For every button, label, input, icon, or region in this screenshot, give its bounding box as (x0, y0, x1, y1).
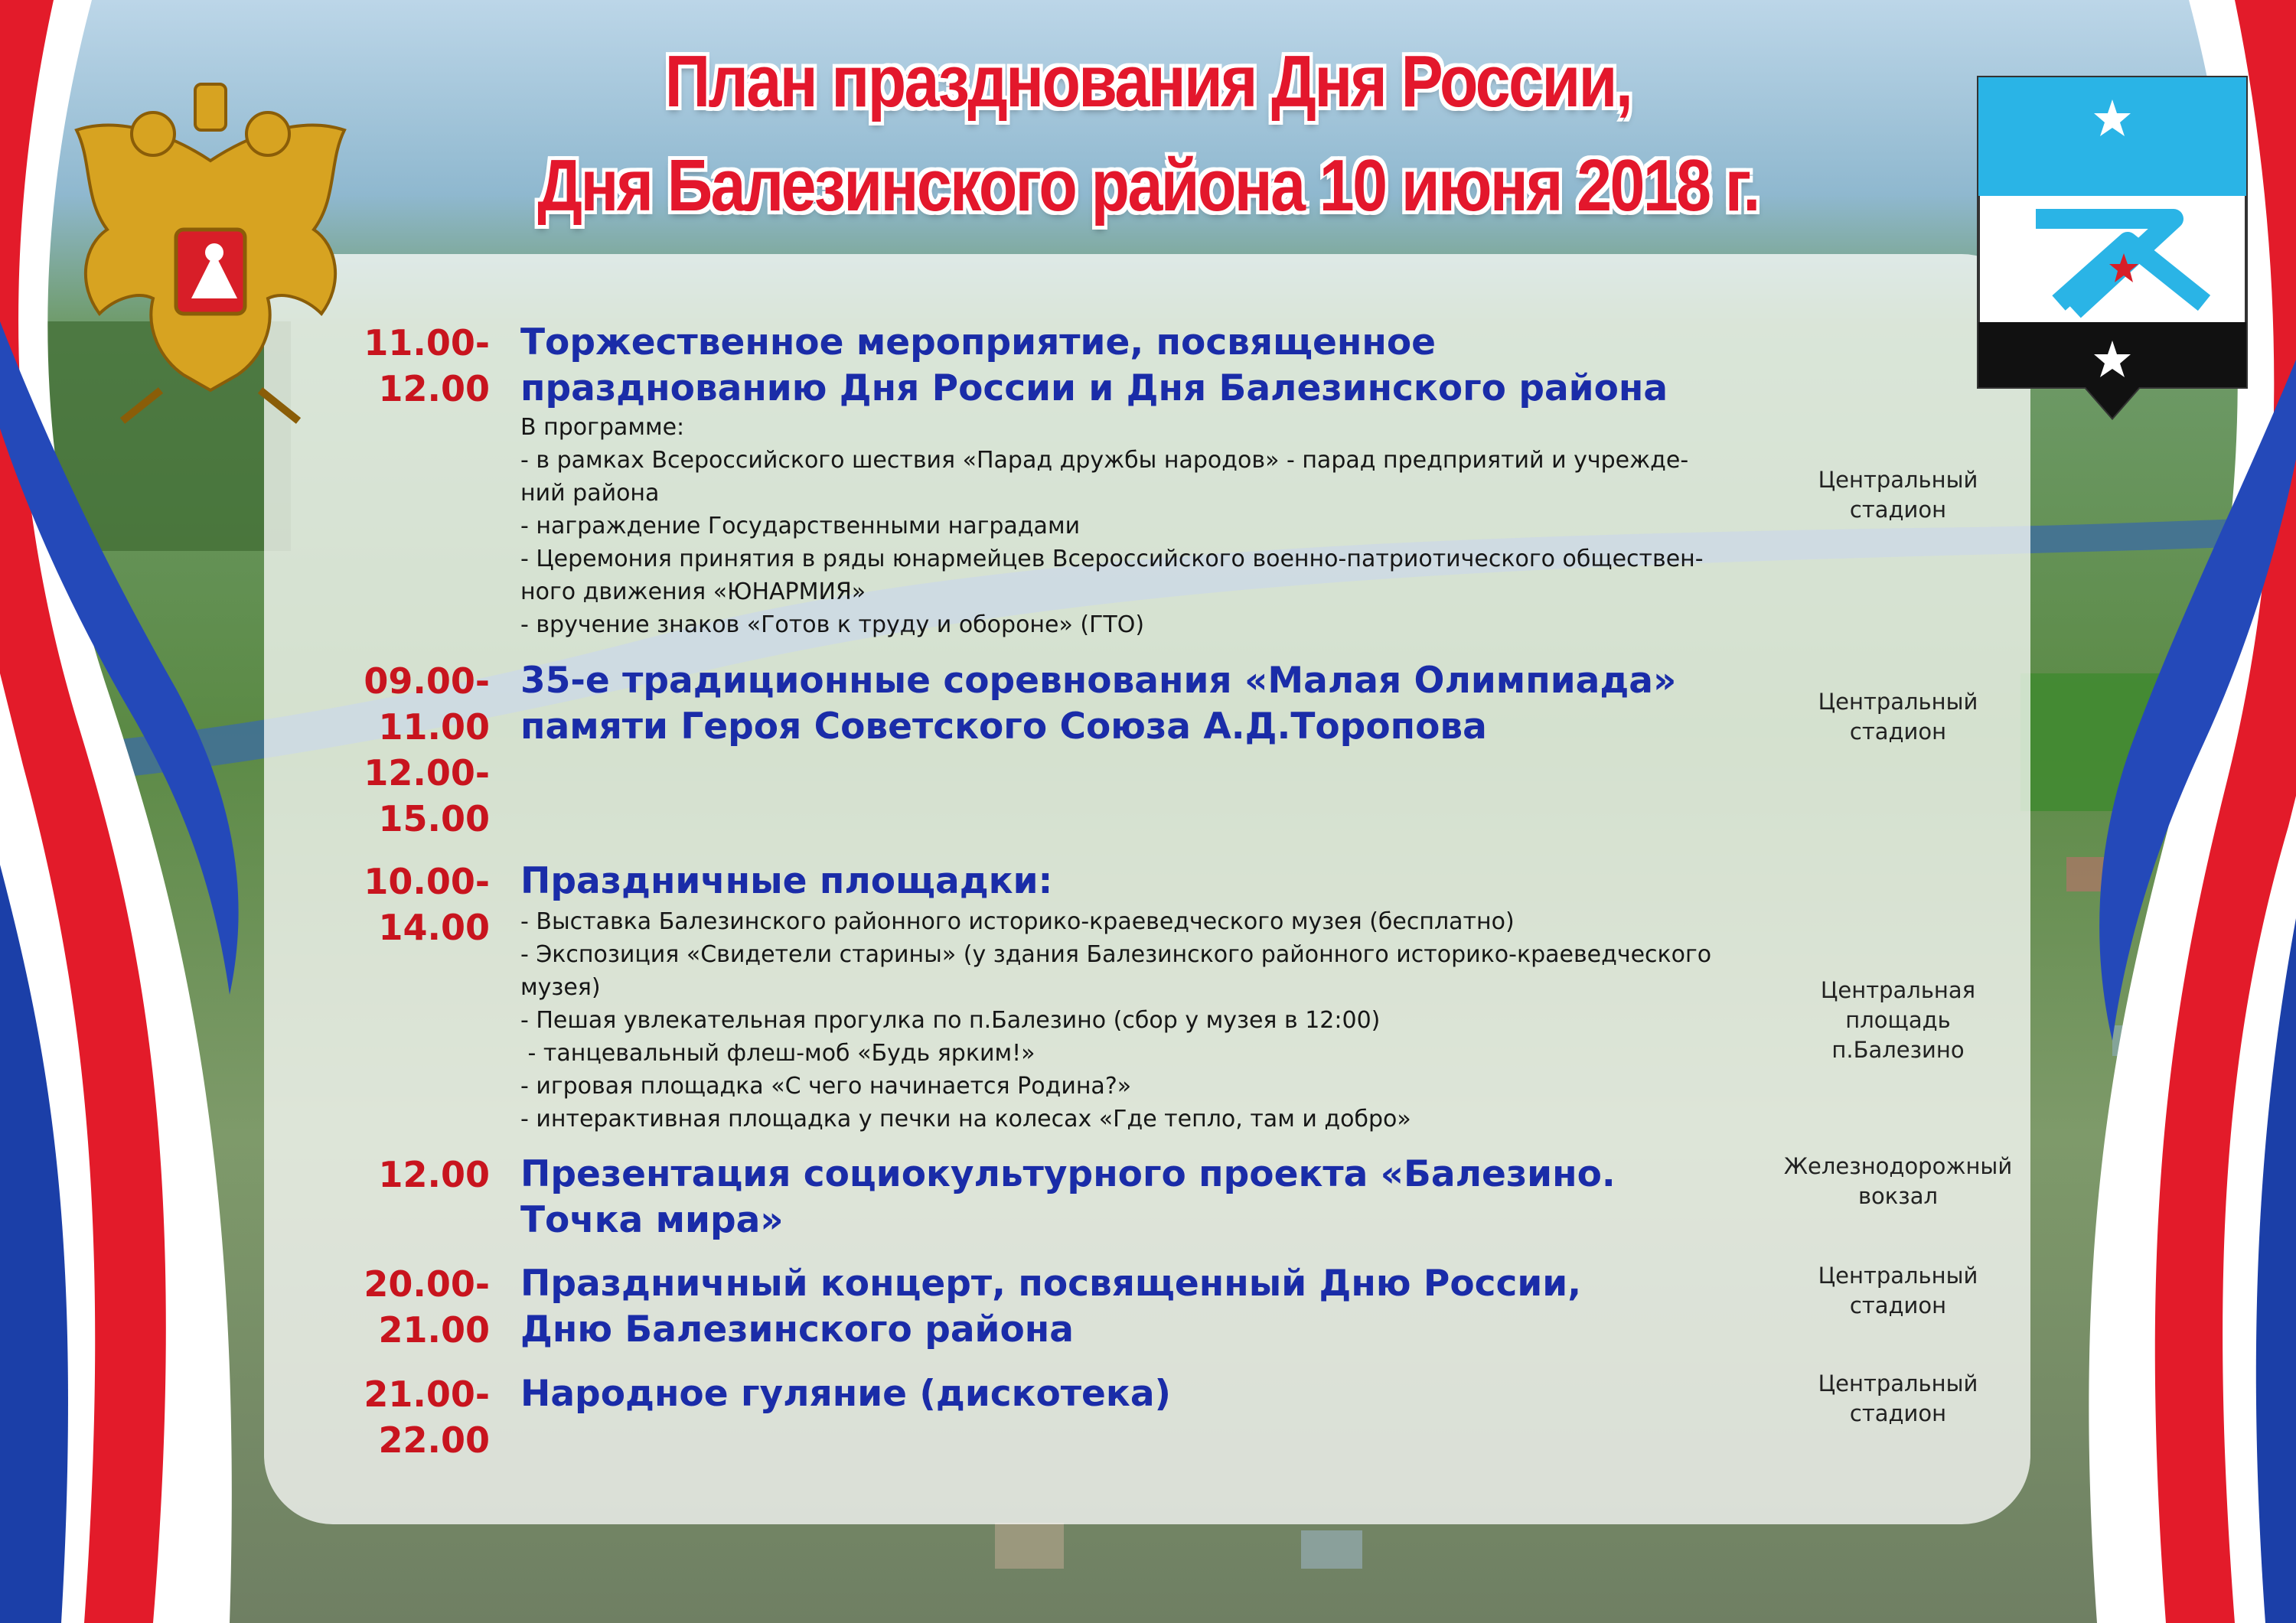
page-title-line2: Дня Балезинского района 10 июня 2018 г. (537, 145, 1759, 227)
event-1-title: Торжественное мероприятие, посвященное празднованию Дня России и Дня Балезинского района (520, 321, 1668, 409)
event-6-time: 21.00- 22.00 (364, 1374, 490, 1461)
event-1-time: 11.00- 12.00 (364, 322, 490, 409)
event-6-title: Народное гуляние (дискотека) (520, 1373, 1172, 1415)
event-2-title: 35-е традиционные соревнования «Малая Олимпиада» памяти Героя Советского Союза А.Д.Торопова (520, 660, 1677, 748)
event-3-time: 10.00- 14.00 (364, 861, 490, 948)
page-title-line1: План празднования Дня России, (664, 41, 1632, 122)
event-4-title: Презентация социокультурного проекта «Балезино. Точка мира» (520, 1153, 1616, 1241)
event-3-details: - Выставка Балезинского районного историко-краеведческого музея (бесплатно) - Экспозиция «Свидетели старины» (у здания Балезинского районного историко-краеведческого музея) - Пешая увлекательная прогулка по п.Балезино (сбор у музея в 12:00) - танцевальный флеш-моб «Будь ярким!» - игровая площадка «С чего начинается Родина?» - интерактивная площадка у печки на колесах «Где тепло, там и добро» (520, 908, 1712, 1133)
event-3-title: Праздничные площадки: (520, 860, 1053, 902)
event-4-place: Железнодорожный вокзал (1783, 1153, 2013, 1209)
event-1-place: Центральный стадион (1818, 467, 1978, 523)
event-5-title: Праздничный концерт, посвященный Дню России, Дню Балезинского района (520, 1263, 1582, 1351)
russian-coat-of-arms-icon (31, 69, 390, 429)
event-4-time: 12.00 (378, 1154, 490, 1195)
event-1-details: В программе: - в рамках Всероссийского шествия «Парад дружбы народов» - парад предприятий и учрежде- ний района - награждение Государственными наградами - Церемония принятия в ряды юнармейцев Всероссийского военно-патриотического обществен- ного движения «ЮНАРМИЯ» - вручение знаков «Готов к труду и обороне» (ГТО) (520, 414, 1704, 638)
event-5-time: 20.00- 21.00 (364, 1263, 490, 1351)
event-2-place: Центральный стадион (1818, 689, 1978, 745)
event-6-place: Центральный стадион (1818, 1370, 1978, 1426)
event-3-place: Центральная площадь п.Балезино (1820, 977, 1976, 1063)
event-2-time: 09.00- 11.00 12.00- 15.00 (364, 660, 490, 839)
event-5-place: Центральный стадион (1818, 1263, 1978, 1318)
balezino-coat-of-arms-icon (1975, 73, 2250, 425)
